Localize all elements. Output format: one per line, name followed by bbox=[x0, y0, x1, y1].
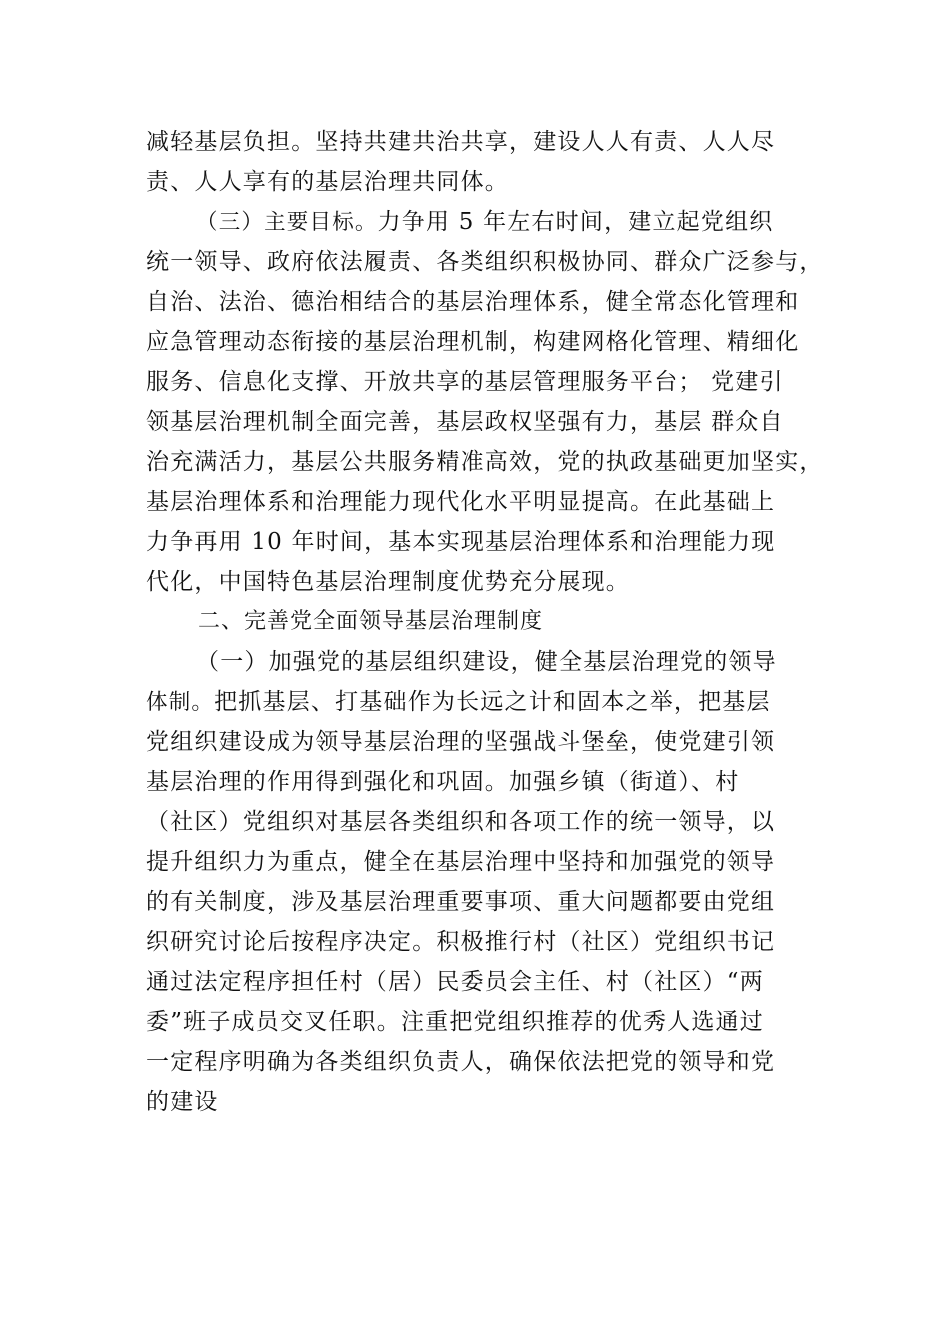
text-line: 委”班子成员交叉任职。注重把党组织推荐的优秀人选通过 bbox=[146, 1009, 764, 1035]
text-line: 提升组织力为重点，健全在基层治理中坚持和加强党的领导 bbox=[146, 849, 776, 875]
text-line: （一）加强党的基层组织建设，健全基层治理党的领导 bbox=[196, 649, 777, 675]
text-line: 应急管理动态衔接的基层治理机制，构建网格化管理、精细化 bbox=[146, 329, 800, 355]
text-line: 织研究讨论后按程序决定。积极推行村（社区）党组织书记 bbox=[146, 929, 776, 955]
text-line: 领基层治理机制全面完善，基层政权坚强有力，基层 群众自 bbox=[146, 409, 784, 435]
document-body bbox=[146, 122, 846, 1122]
text-line: 基层治理的作用得到强化和巩固。加强乡镇（街道）、村 bbox=[146, 769, 740, 795]
text-line: 力争再用 10 年时间，基本实现基层治理体系和治理能力现 bbox=[146, 529, 776, 555]
text-line: 党组织建设成为领导基层治理的坚强战斗堡垒，使党建引领 bbox=[146, 729, 776, 755]
text-line: 减轻基层负担。坚持共建共治共享，建设人人有责、人人尽 bbox=[146, 129, 776, 155]
text-line: （社区）党组织对基层各类组织和各项工作的统一领导，以 bbox=[146, 809, 776, 835]
paragraph-main-goals bbox=[146, 202, 846, 242]
text-line: 的有关制度，涉及基层治理重要事项、重大问题都要由党组 bbox=[146, 889, 776, 915]
text-line: 自治、法治、德治相结合的基层治理体系，健全常态化管理和 bbox=[146, 289, 800, 315]
text-line: 治充满活力，基层公共服务精准高效，党的执政基础更加坚实， bbox=[146, 449, 824, 475]
text-line: 的建设 bbox=[146, 1089, 219, 1115]
text-line: 通过法定程序担任村（居）民委员会主任、村（社区）“两 bbox=[146, 969, 764, 995]
section-heading: 二、完善党全面领导基层治理制度 bbox=[198, 609, 544, 634]
text-line: 力争用 5 年左右时间，建立起党组织 bbox=[377, 209, 774, 235]
text-line: 统一领导、政府依法履责、各类组织积极协同、群众广泛参与， bbox=[146, 249, 824, 275]
text-line: 基层治理体系和治理能力现代化水平明显提高。在此基础上 bbox=[146, 489, 776, 515]
text-line: 一定程序明确为各类组织负责人，确保依法把党的领导和党 bbox=[146, 1049, 776, 1075]
text-line: 把抓基层、打基础作为长远之计和固本之举，把基层 bbox=[214, 689, 771, 715]
text-line: 服务、信息化支撑、开放共享的基层管理服务平台； 党建引 bbox=[146, 369, 784, 395]
paragraph-party-building bbox=[146, 682, 846, 722]
text-line: 代化，中国特色基层治理制度优势充分展现。 bbox=[146, 569, 630, 595]
text-line: 责、人人享有的基层治理共同体。 bbox=[146, 169, 509, 195]
subsection-title: 体制。 bbox=[146, 690, 215, 715]
subsection-title: （三）主要目标。 bbox=[196, 210, 378, 235]
